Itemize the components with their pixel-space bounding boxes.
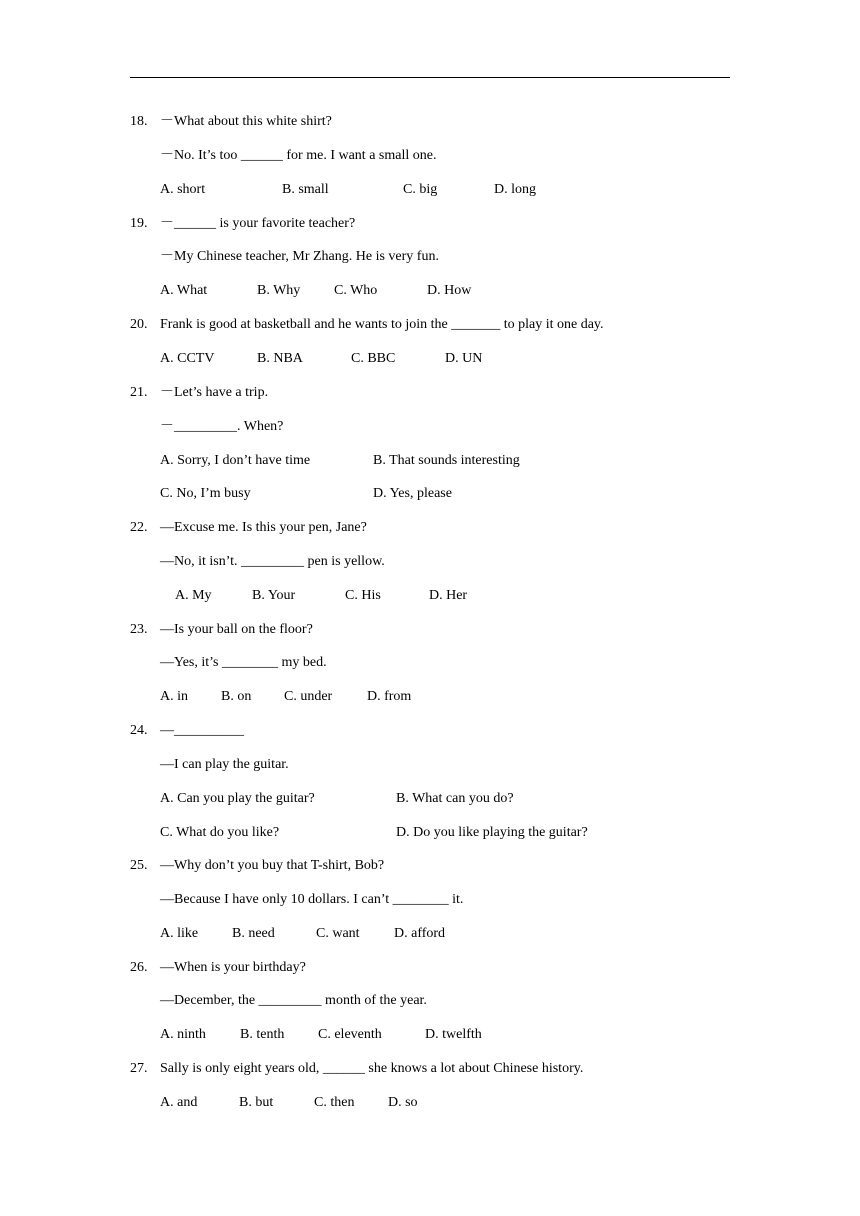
option-d: D. so [388,1095,418,1110]
question-text: －_________. When? [160,419,284,434]
option-a: A. in [160,689,188,704]
question-number: 26. [130,960,148,975]
option-c: C. big [403,182,438,197]
option-d: D. Her [429,588,468,603]
option-d: D. Yes, please [373,486,452,501]
question-text: －Let’s have a trip. [160,385,269,400]
option-c: C. under [284,689,333,704]
question-number: 18. [130,114,148,129]
option-d: D. from [367,689,412,704]
question-text: —Yes, it’s ________ my bed. [160,655,327,670]
option-b: B. Why [257,283,301,298]
question-text: —I can play the guitar. [160,757,289,772]
option-d: D. UN [445,351,483,366]
option-a: A. Sorry, I don’t have time [160,453,311,468]
option-a: A. ninth [160,1027,206,1042]
option-d: D. How [427,283,472,298]
question-text: —Excuse me. Is this your pen, Jane? [160,520,367,535]
question-text: —December, the _________ month of the year. [160,993,427,1008]
question-text: －What about this white shirt? [160,114,332,129]
question-text: －No. It’s too ______ for me. I want a small one. [160,148,437,163]
question-number: 20. [130,317,148,332]
question-text: —Why don’t you buy that T-shirt, Bob? [160,858,385,873]
question-number: 24. [130,723,148,738]
question-text: －______ is your favorite teacher? [160,216,356,231]
option-a: A. and [160,1095,198,1110]
option-c: C. eleventh [318,1027,382,1042]
option-c: C. then [314,1095,355,1110]
option-d: D. twelfth [425,1027,482,1042]
option-a: A. short [160,182,206,197]
option-c: C. His [345,588,381,603]
option-b: B. need [232,926,275,941]
option-c: C. What do you like? [160,825,280,840]
question-text: －My Chinese teacher, Mr Zhang. He is very fun. [160,249,439,264]
option-d: D. long [494,182,536,197]
option-c: C. No, I’m busy [160,486,251,501]
question-number: 23. [130,622,148,637]
option-b: B. That sounds interesting [373,453,520,468]
option-b: B. What can you do? [396,791,514,806]
option-a: A. What [160,283,208,298]
question-text: —__________ [160,723,244,738]
option-b: B. tenth [240,1027,285,1042]
option-c: C. Who [334,283,378,298]
question-text: —When is your birthday? [160,960,306,975]
question-number: 27. [130,1061,148,1076]
option-d: D. Do you like playing the guitar? [396,825,588,840]
question-number: 21. [130,385,148,400]
question-text: Sally is only eight years old, ______ she knows a lot about Chinese history. [160,1061,584,1076]
option-a: A. CCTV [160,351,215,366]
question-number: 22. [130,520,148,535]
option-b: B. small [282,182,329,197]
option-a: A. Can you play the guitar? [160,791,315,806]
option-d: D. afford [394,926,446,941]
option-b: B. but [239,1095,274,1110]
question-text: Frank is good at basketball and he wants to join the _______ to play it one day. [160,317,604,332]
option-c: C. BBC [351,351,396,366]
option-b: B. Your [252,588,296,603]
header-rule [130,77,730,78]
option-c: C. want [316,926,360,941]
option-a: A. My [175,588,212,603]
question-text: —Because I have only 10 dollars. I can’t ________ it. [160,892,464,907]
question-text: —No, it isn’t. _________ pen is yellow. [160,554,385,569]
question-number: 19. [130,216,148,231]
option-b: B. on [221,689,252,704]
option-a: A. like [160,926,199,941]
question-text: —Is your ball on the floor? [160,622,313,637]
option-b: B. NBA [257,351,303,366]
question-number: 25. [130,858,148,873]
